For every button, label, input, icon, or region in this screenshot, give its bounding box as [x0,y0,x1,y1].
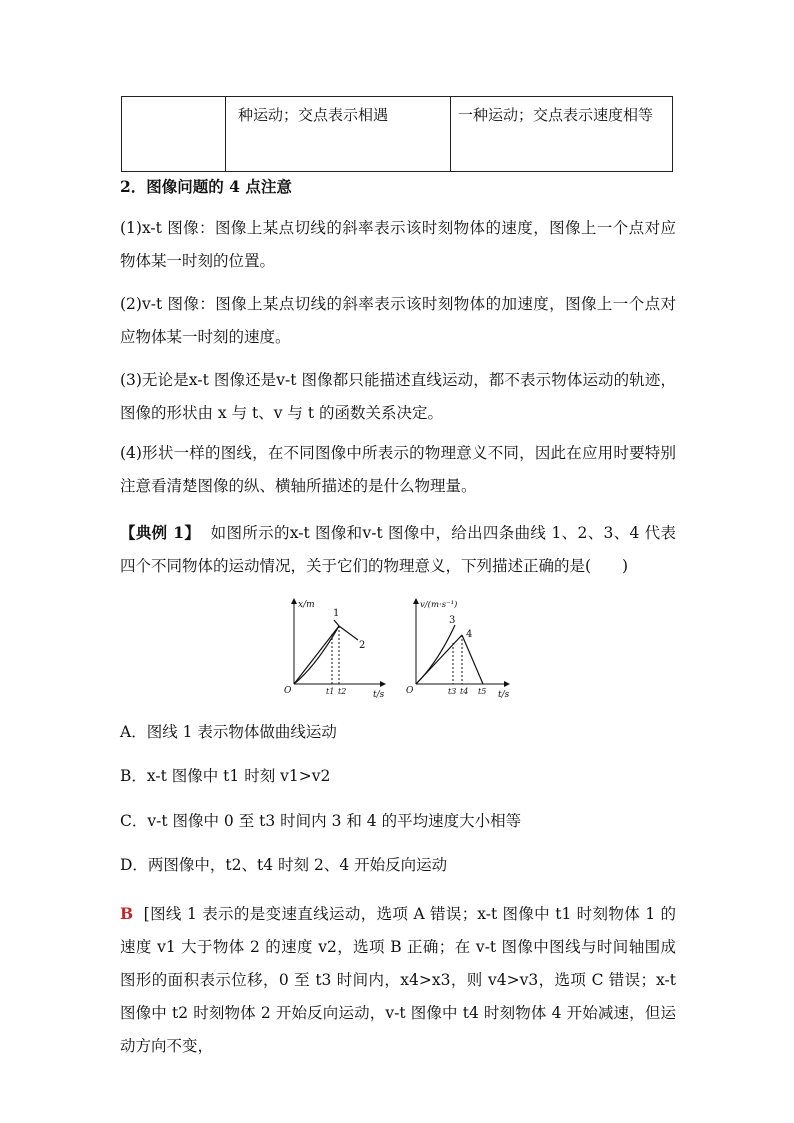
curve-1-label: 1 [333,608,340,619]
table-cell-empty [122,97,226,171]
vt-x-arrow [504,681,510,687]
answer-letter: B [120,904,134,923]
curve-2-fall [339,626,358,640]
curve-1-tail [334,620,339,626]
xt-tick-t2: t2 [338,687,347,696]
note-3: (3)无论是x-t 图像还是v-t 图像都只能描述直线运动，都不表示物体运动的轨迹，图像的形状由 x 与 t、v 与 t 的函数关系决定。 [120,371,676,422]
option-a: A．图线 1 表示物体做曲线运动 [120,723,337,741]
xt-tick-t1: t1 [326,687,335,696]
vt-ylabel: v/(m·s⁻¹) [420,600,458,610]
curve-3-label: 3 [449,615,456,626]
note-4: (4)形状一样的图线，在不同图像中所表示的物理意义不同，因此在应用时要特别注意看清楚图像的纵、横轴所描述的是什么物理量。 [120,444,676,495]
xt-x-arrow [380,681,386,687]
option-c: C．v-t 图像中 0 至 t3 时间内 3 和 4 的平均速度大小相等 [120,812,522,830]
example-question [120,516,676,583]
option-b: B．x-t 图像中 t1 时刻 v1>v2 [120,767,331,785]
graphs-svg [278,592,518,704]
section-heading: 2．图像问题的 4 点注意 [120,177,292,196]
vt-tick-t4: t4 [460,687,469,696]
vt-tick-t5: t5 [478,687,487,696]
xt-graph [284,598,386,700]
table-cell-vt: 一种运动；交点表示速度相等 [458,106,654,124]
example-label: 【典例 1】 [120,523,201,542]
option-d: D．两图像中，t2、t4 时刻 2、4 开始反向运动 [120,856,448,874]
vt-xlabel: t/s [498,690,510,700]
motion-graphs-figure [278,592,518,704]
curve-2-label: 2 [359,640,366,651]
curve-3 [416,625,455,684]
note-1: (1)x-t 图像：图像上某点切线的斜率表示该时刻物体的速度，图像上一个点对应物体某一时刻的位置。 [120,219,676,270]
curve-4-fall [462,635,483,684]
curve-4-label: 4 [466,629,473,640]
comparison-table-fragment [121,96,673,172]
table-cell-xt: 种运动；交点表示相遇 [226,97,451,171]
example-text: 如图所示的x-t 图像和v-t 图像中，给出四条曲线 1、2、3、4 代表四个不同物体的运动情况，关于它们的物理意义，下列描述正确的是( ) [120,524,676,575]
xt-origin: O [284,686,292,696]
note-2: (2)v-t 图像：图像上某点切线的斜率表示该时刻物体的加速度，图像上一个点对应物体某一时刻的速度。 [120,295,676,346]
curve-4-rise [416,635,462,684]
xt-y-arrow [291,598,297,604]
xt-xlabel: t/s [373,690,385,700]
vt-tick-t3: t3 [448,687,457,696]
vt-origin: O [406,686,414,696]
answer-text: [图线 1 表示的是变速直线运动，选项 A 错误；x-t 图像中 t1 时刻物体 1 的速度 v1 大于物体 2 的速度 v2，选项 B 正确；在 v-t 图像中图线与时间轴围成图形的面积表示位移，0 至 t3 时间内，x4>x3，则 v4>v3，选项 C 错误；x-t 图像中 t2 时刻物体 2 开始反向运动，v-t 图像中 t4 时刻物体 4 开始减速，但运动方向不变， [120,905,676,1055]
vt-y-arrow [413,598,419,604]
answer-explanation [120,897,676,1063]
xt-ylabel: x/m [298,600,315,610]
vt-graph [406,598,510,700]
